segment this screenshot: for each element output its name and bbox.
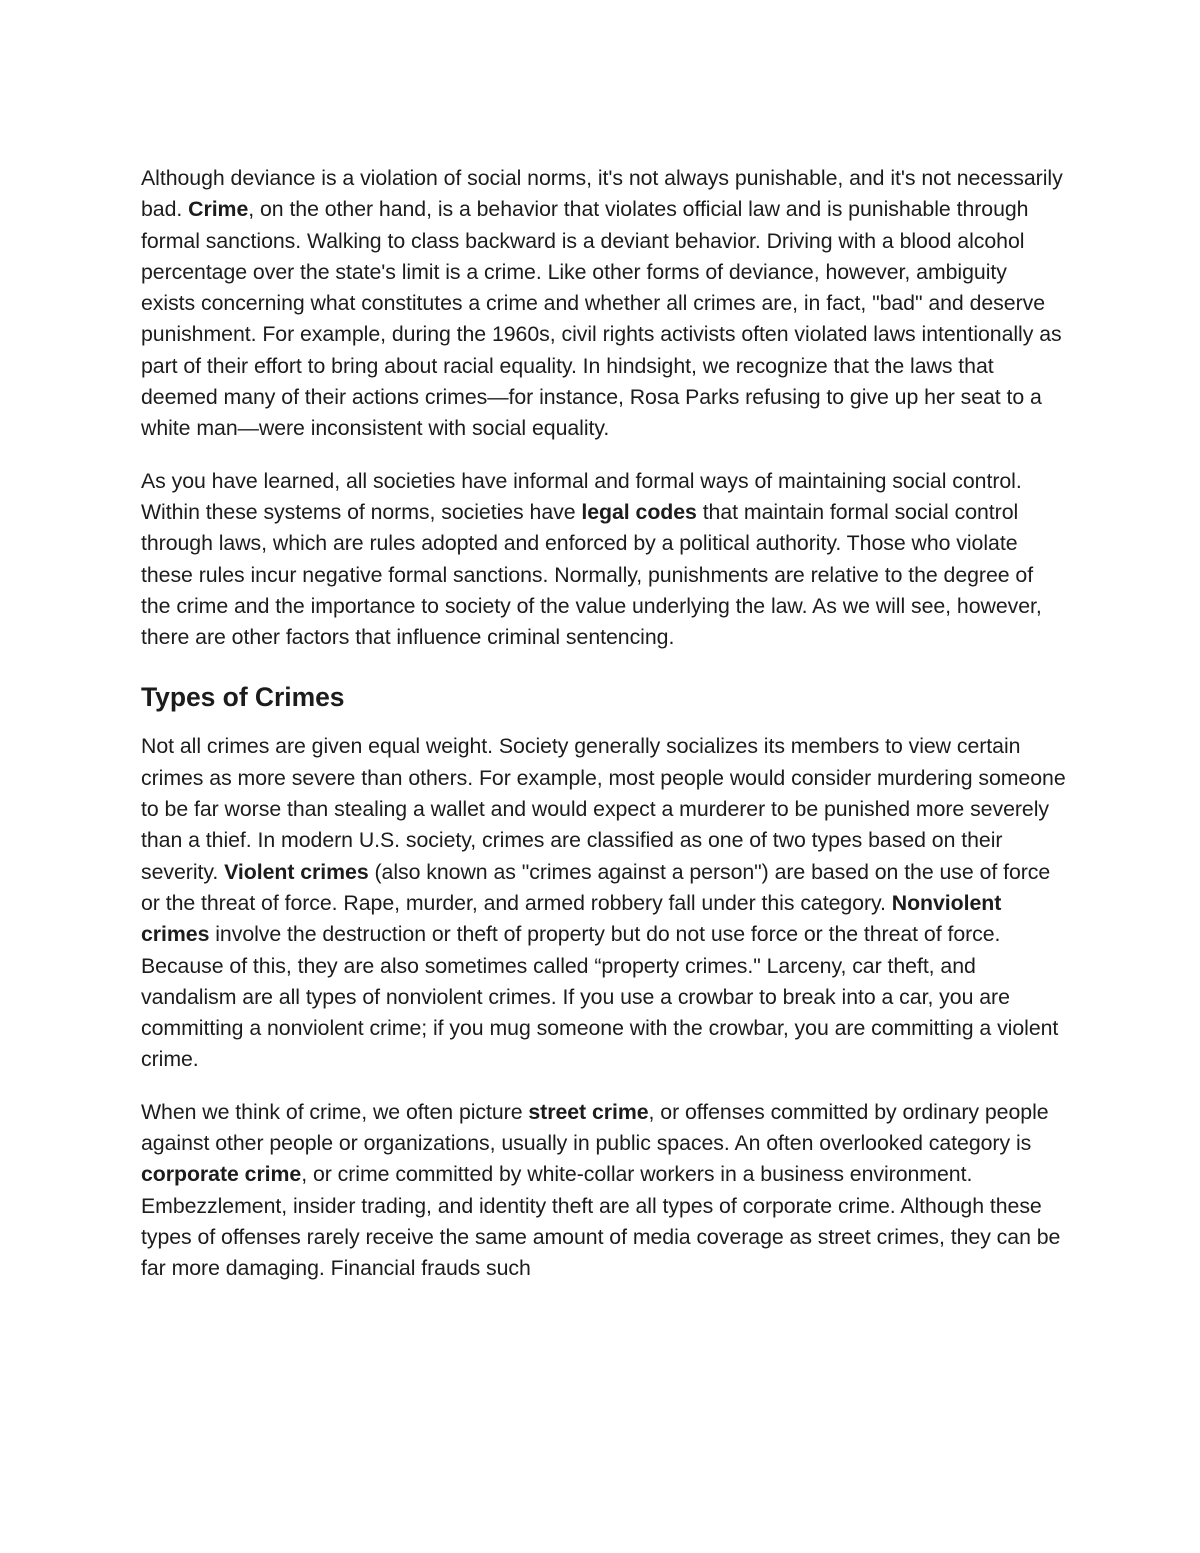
text: Although deviance is a violation of social norms, it's not always punishable, and it's not necessarily bad. bbox=[141, 166, 1063, 222]
text: When we think of crime, we often picture bbox=[141, 1099, 529, 1124]
text: that maintain formal social control through laws, which are rules adopted and enforced by a political authority. Those who violate these rules incur negative formal sanctions. Normally, punishments are relative to the degree of the crime and the importance to society of the value underlying the law. As we will see, however, there are other factors that influence criminal sentencing. bbox=[141, 499, 1042, 650]
paragraph-crime-definition bbox=[141, 163, 1066, 445]
term-crime: Crime bbox=[188, 197, 249, 222]
term-nonviolent-crimes: Nonviolent crimes bbox=[141, 890, 1002, 947]
text: , or crime committed by white-collar workers in a business environment. Embezzlement, insider trading, and identity theft are all types of corporate crime. Although these types of offenses rarely receive the same amount of media coverage as street crimes, they can be far more damaging. Financial frauds such bbox=[141, 1162, 1061, 1281]
text: (also known as "crimes against a person") are based on the use of force or the threat of force. Rape, murder, and armed robbery fall under this category. bbox=[141, 859, 1051, 915]
section-heading-types-of-crimes: Types of Crimes bbox=[141, 682, 345, 713]
text: , or offenses committed by ordinary people against other people or organizations, usually in public spaces. An often overlooked category is bbox=[141, 1099, 1049, 1156]
paragraph-legal-codes bbox=[141, 466, 1066, 654]
text: involve the destruction or theft of property but do not use force or the threat of force. Because of this, they are also sometimes called “property crimes." Larceny, car theft, and vandalism are all types of nonviolent crimes. If you use a crowbar to break into a car, you are committing a nonviolent crime; if you mug someone with the crowbar, you are committing a violent crime. bbox=[141, 922, 1059, 1072]
term-legal-codes: legal codes bbox=[581, 499, 697, 524]
term-violent-crimes: Violent crimes bbox=[224, 859, 369, 884]
term-street-crime: street crime bbox=[528, 1099, 649, 1124]
paragraph-street-corporate-crime bbox=[141, 1097, 1066, 1285]
text: As you have learned, all societies have informal and formal ways of maintaining social control. Within these systems of norms, societies have bbox=[141, 468, 1022, 524]
text: Not all crimes are given equal weight. Society generally socializes its members to view certain crimes as more severe than others. For example, most people would consider murdering someone to be far worse than stealing a wallet and would expect a murderer to be punished more severely than a thief. In modern U.S. society, crimes are classified as one of two types based on their severity. bbox=[141, 734, 1066, 884]
paragraph-types-of-crimes bbox=[141, 731, 1066, 1075]
document-page bbox=[141, 163, 1066, 1306]
term-corporate-crime: corporate crime bbox=[141, 1162, 302, 1187]
text: , on the other hand, is a behavior that violates official law and is punishable through formal sanctions. Walking to class backward is a deviant behavior. Driving with a blood alcohol percentage over the state's limit is a crime. Like other forms of deviance, however, ambiguity exists concerning what constitutes a crime and whether all crimes are, in fact, "bad" and deserve punishment. For example, during the 1960s, civil rights activists often violated laws intentionally as part of their effort to bring about racial equality. In hindsight, we recognize that the laws that deemed many of their actions crimes—for instance, Rosa Parks refusing to give up her seat to a white man—were inconsistent with social equality. bbox=[141, 197, 1062, 441]
